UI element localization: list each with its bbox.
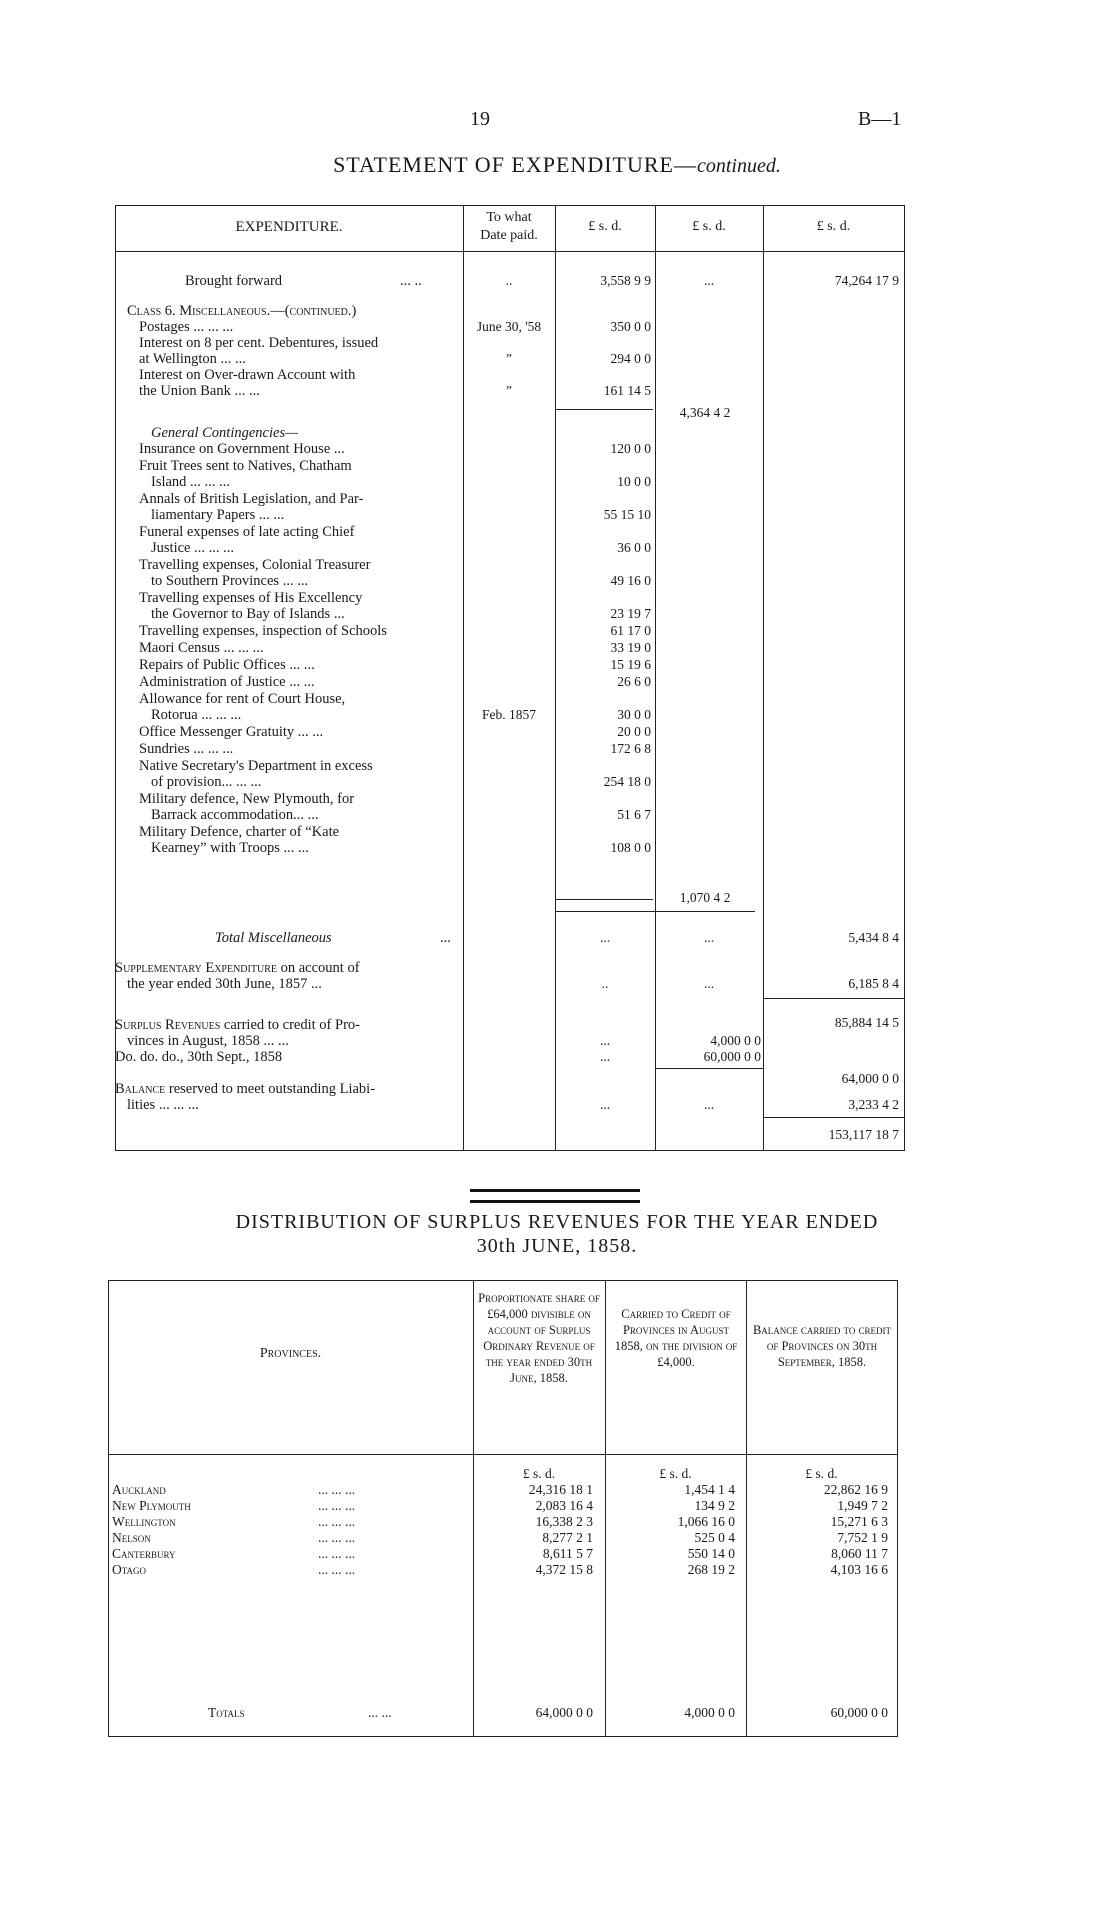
- balance-c2: ...: [703, 1097, 715, 1112]
- totals-balance: 60,000 0 0: [830, 1705, 888, 1720]
- province-name: New Plymouth: [112, 1498, 191, 1513]
- gc-row-line: Maori Census ... ... ...: [139, 640, 264, 656]
- sum1-rule: [763, 998, 904, 999]
- gc-row-line: Insurance on Government House ...: [139, 441, 345, 457]
- brought-forward-c2: ...: [703, 273, 715, 288]
- statement-title: STATEMENT OF EXPENDITURE—continued.: [333, 152, 781, 177]
- distribution-title-1: DISTRIBUTION OF SURPLUS REVENUES FOR THE YEAR ENDED: [235, 1211, 879, 1233]
- header-expenditure: EXPENDITURE.: [235, 219, 343, 235]
- gc-row-line: Administration of Justice ... ...: [139, 674, 315, 690]
- gc-row-amount: 254 18 0: [603, 774, 651, 789]
- header-lsd-3: £ s. d.: [816, 219, 851, 234]
- distribution-title-2: 30th JUNE, 1858.: [476, 1235, 638, 1257]
- class6-row-line: Interest on Over-drawn Account with: [139, 367, 356, 383]
- header-provinces: Provinces.: [259, 1346, 322, 1361]
- dist-header-rule: [108, 1454, 898, 1455]
- province-balance: 4,103 16 6: [830, 1562, 888, 1577]
- grand-total-rule: [763, 1117, 904, 1118]
- subtotal2: 1,070 4 2: [679, 890, 731, 905]
- surplus-line2: vinces in August, 1858 ... ...: [127, 1033, 289, 1049]
- province-leader: ... ... ...: [318, 1498, 356, 1513]
- class6-row-amount: 350 0 0: [610, 319, 651, 334]
- general-contingencies-heading: General Contingencies—: [151, 425, 298, 441]
- total-misc-c1: ...: [599, 930, 611, 945]
- totals-leader: ... ...: [368, 1705, 392, 1720]
- supplementary-line2: the year ended 30th June, 1857 ...: [127, 976, 322, 992]
- page-number: 19: [470, 108, 490, 130]
- province-leader: ... ... ...: [318, 1530, 356, 1545]
- province-carried: 1,066 16 0: [677, 1514, 735, 1529]
- brought-forward-label: Brought forward: [185, 273, 283, 289]
- class6-row-line: at Wellington ... ...: [139, 351, 246, 367]
- surplus-line1: Surplus Revenues carried to credit of Pro-: [115, 1017, 360, 1033]
- gc-row-amount: 51 6 7: [617, 807, 651, 822]
- province-carried: 550 14 0: [687, 1546, 735, 1561]
- total-misc-label: Total Miscellaneous: [215, 930, 332, 946]
- province-share: 4,372 15 8: [535, 1562, 593, 1577]
- province-share: 8,277 2 1: [542, 1530, 593, 1545]
- gc-row-line: Justice ... ... ...: [151, 540, 234, 556]
- class6-row-amount: 294 0 0: [610, 351, 651, 366]
- header-lsd-1: £ s. d.: [588, 219, 622, 234]
- class6-row-line: Postages ... ... ...: [139, 319, 234, 335]
- supplementary-c2: ...: [703, 976, 715, 991]
- province-carried: 525 0 4: [694, 1530, 735, 1545]
- dist-bottom-rule: [108, 1736, 898, 1737]
- brought-forward-leader: ... ..: [400, 273, 422, 289]
- surplus-c2b: 60,000 0 0: [703, 1049, 761, 1064]
- gc-row-line: Travelling expenses, Colonial Treasurer: [139, 557, 371, 573]
- brought-forward-c3: 74,264 17 9: [834, 273, 899, 288]
- total-misc-c3: 5,434 8 4: [848, 930, 899, 945]
- province-balance: 22,862 16 9: [823, 1482, 888, 1497]
- balance-c1: ...: [599, 1097, 611, 1112]
- surplus-c1a: ...: [599, 1033, 611, 1048]
- province-name: Otago: [112, 1562, 147, 1577]
- dist-top-rule: [108, 1280, 898, 1281]
- supplementary-line1: Supplementary Expenditure on account of: [115, 960, 360, 976]
- gc-row-line: Island ... ... ...: [151, 474, 230, 490]
- dist-lsd-balance: £ s. d.: [805, 1466, 838, 1481]
- expenditure-table: [115, 205, 905, 1173]
- surplus-c3: 64,000 0 0: [841, 1071, 899, 1086]
- subtotal2-rule-top: [555, 899, 653, 900]
- gc-row-line: the Governor to Bay of Islands ...: [151, 606, 345, 622]
- province-name: Nelson: [112, 1530, 151, 1545]
- section-divider: [470, 1189, 640, 1203]
- class6-row-date: June 30, '58: [476, 319, 542, 334]
- totals-carried: 4,000 0 0: [684, 1705, 735, 1720]
- grand-total: 153,117 18 7: [828, 1127, 899, 1142]
- gc-row-amount: 23 19 7: [610, 606, 651, 621]
- header-share: Proportionate share of £64,000 divisible on account of Surplus Ordinary Revenue of the year ended 30th June, 1858.: [478, 1291, 600, 1385]
- gc-row-line: Allowance for rent of Court House,: [139, 691, 346, 707]
- totals-share: 64,000 0 0: [535, 1705, 593, 1720]
- gc-row-amount: 108 0 0: [610, 840, 651, 855]
- right-rule: [904, 205, 905, 1150]
- gc-row-amount: 61 17 0: [610, 623, 651, 638]
- class6-row-line: the Union Bank ... ...: [139, 383, 260, 399]
- surplus-rule: [655, 1068, 763, 1069]
- province-share: 2,083 16 4: [535, 1498, 593, 1513]
- province-share: 16,338 2 3: [535, 1514, 593, 1529]
- dist-lsd-carried: £ s. d.: [659, 1466, 692, 1481]
- supplementary-c3: 6,185 8 4: [848, 976, 899, 991]
- date-col-rule: [463, 205, 464, 1150]
- header-lsd-2: £ s. d.: [692, 219, 726, 234]
- total-misc-c2: ...: [703, 930, 715, 945]
- province-name: Canterbury: [112, 1546, 176, 1561]
- table-bottom-rule: [115, 1150, 905, 1151]
- gc-row-line: Barrack accommodation... ...: [151, 807, 319, 823]
- totals-label: Totals: [208, 1705, 245, 1720]
- province-carried: 1,454 1 4: [684, 1482, 735, 1497]
- province-leader: ... ... ...: [318, 1562, 356, 1577]
- class6-row-date: ”: [506, 351, 512, 366]
- gc-row-line: liamentary Papers ... ...: [151, 507, 285, 523]
- dist-right-rule: [897, 1280, 898, 1736]
- balance-line1: Balance reserved to meet outstanding Liabi-: [115, 1081, 376, 1097]
- gc-row-amount: 33 19 0: [610, 640, 651, 655]
- province-name: Auckland: [112, 1482, 166, 1497]
- brought-forward-date: ..: [505, 273, 513, 288]
- gc-row-amount: 15 19 6: [610, 657, 651, 672]
- gc-row-line: Native Secretary's Department in excess: [139, 758, 373, 774]
- province-balance: 1,949 7 2: [837, 1498, 888, 1513]
- gc-row-line: Rotorua ... ... ...: [151, 707, 242, 723]
- balance-c3: 3,233 4 2: [848, 1097, 899, 1112]
- gc-row-amount: 55 15 10: [603, 507, 651, 522]
- gc-row-date: Feb. 1857: [482, 707, 536, 722]
- header-date-paid: To what Date paid.: [480, 210, 538, 243]
- balance-line2: lities ... ... ...: [127, 1097, 199, 1113]
- subtotal1: 4,364 4 2: [679, 405, 731, 420]
- province-share: 24,316 18 1: [528, 1482, 593, 1497]
- supplementary-c1: ..: [601, 976, 609, 991]
- province-balance: 15,271 6 3: [830, 1514, 888, 1529]
- left-rule: [115, 205, 116, 1150]
- province-leader: ... ... ...: [318, 1514, 356, 1529]
- province-carried: 268 19 2: [687, 1562, 735, 1577]
- gc-row-line: Kearney” with Troops ... ...: [151, 840, 309, 856]
- surplus-c2a: 4,000 0 0: [710, 1033, 761, 1048]
- class6-row-amount: 161 14 5: [603, 383, 651, 398]
- gc-row-line: Travelling expenses of His Excellency: [139, 590, 363, 606]
- gc-row-amount: 30 0 0: [617, 707, 651, 722]
- province-leader: ... ... ...: [318, 1546, 356, 1561]
- header-carried: Carried to Credit of Provinces in August 1858, on the division of £4,000.: [614, 1307, 738, 1369]
- gc-row-line: Annals of British Legislation, and Par-: [139, 491, 364, 507]
- class6-row-line: Interest on 8 per cent. Debentures, issued: [139, 335, 379, 351]
- subtotal2-rule-bottom: [555, 911, 755, 912]
- gc-row-line: Military defence, New Plymouth, for: [139, 791, 355, 807]
- province-carried: 134 9 2: [694, 1498, 735, 1513]
- gc-row-line: Office Messenger Gratuity ... ...: [139, 724, 324, 740]
- gc-row-line: Fruit Trees sent to Natives, Chatham: [139, 458, 352, 474]
- gc-row-amount: 20 0 0: [617, 724, 651, 739]
- gc-row-line: Funeral expenses of late acting Chief: [139, 524, 355, 540]
- sum1: 85,884 14 5: [834, 1015, 899, 1030]
- subtotal1-rule: [555, 409, 653, 410]
- gc-row-line: to Southern Provinces ... ...: [151, 573, 309, 589]
- c2-col-rule: [655, 205, 656, 1150]
- distribution-table: [108, 1280, 908, 1770]
- gc-row-line: of provision... ... ...: [151, 774, 262, 790]
- page-reference: B—1: [858, 108, 902, 130]
- gc-row-line: Sundries ... ... ...: [139, 741, 234, 757]
- gc-row-amount: 36 0 0: [617, 540, 651, 555]
- surplus-c1b: ...: [599, 1049, 611, 1064]
- province-share: 8,611 5 7: [542, 1546, 593, 1561]
- province-leader: ... ... ...: [318, 1482, 356, 1497]
- gc-row-amount: 120 0 0: [610, 441, 651, 456]
- surplus-line3: Do. do. do., 30th Sept., 1858: [115, 1049, 283, 1065]
- dist-lsd-share: £ s. d.: [522, 1466, 556, 1481]
- table-top-rule: [115, 205, 905, 206]
- header-balance: Balance carried to credit of Provinces on 30th September, 1858.: [752, 1323, 892, 1369]
- province-balance: 7,752 1 9: [837, 1530, 888, 1545]
- header-rule: [115, 251, 905, 252]
- gc-row-amount: 26 6 0: [617, 674, 651, 689]
- province-name: Wellington: [112, 1514, 176, 1529]
- gc-row-amount: 10 0 0: [617, 474, 651, 489]
- class6-row-date: ”: [506, 383, 512, 398]
- gc-row-line: Travelling expenses, inspection of Schools: [139, 623, 387, 639]
- class6-heading: Class 6. Miscellaneous.—(continued.): [127, 303, 357, 319]
- gc-row-amount: 49 16 0: [610, 573, 651, 588]
- c3-col-rule: [763, 205, 764, 1150]
- gc-row-line: Military Defence, charter of “Kate: [139, 824, 340, 840]
- province-balance: 8,060 11 7: [831, 1546, 888, 1561]
- brought-forward-c1: 3,558 9 9: [600, 273, 651, 288]
- total-misc-leader: ...: [440, 930, 451, 946]
- gc-row-amount: 172 6 8: [610, 741, 651, 756]
- gc-row-line: Repairs of Public Offices ... ...: [139, 657, 315, 673]
